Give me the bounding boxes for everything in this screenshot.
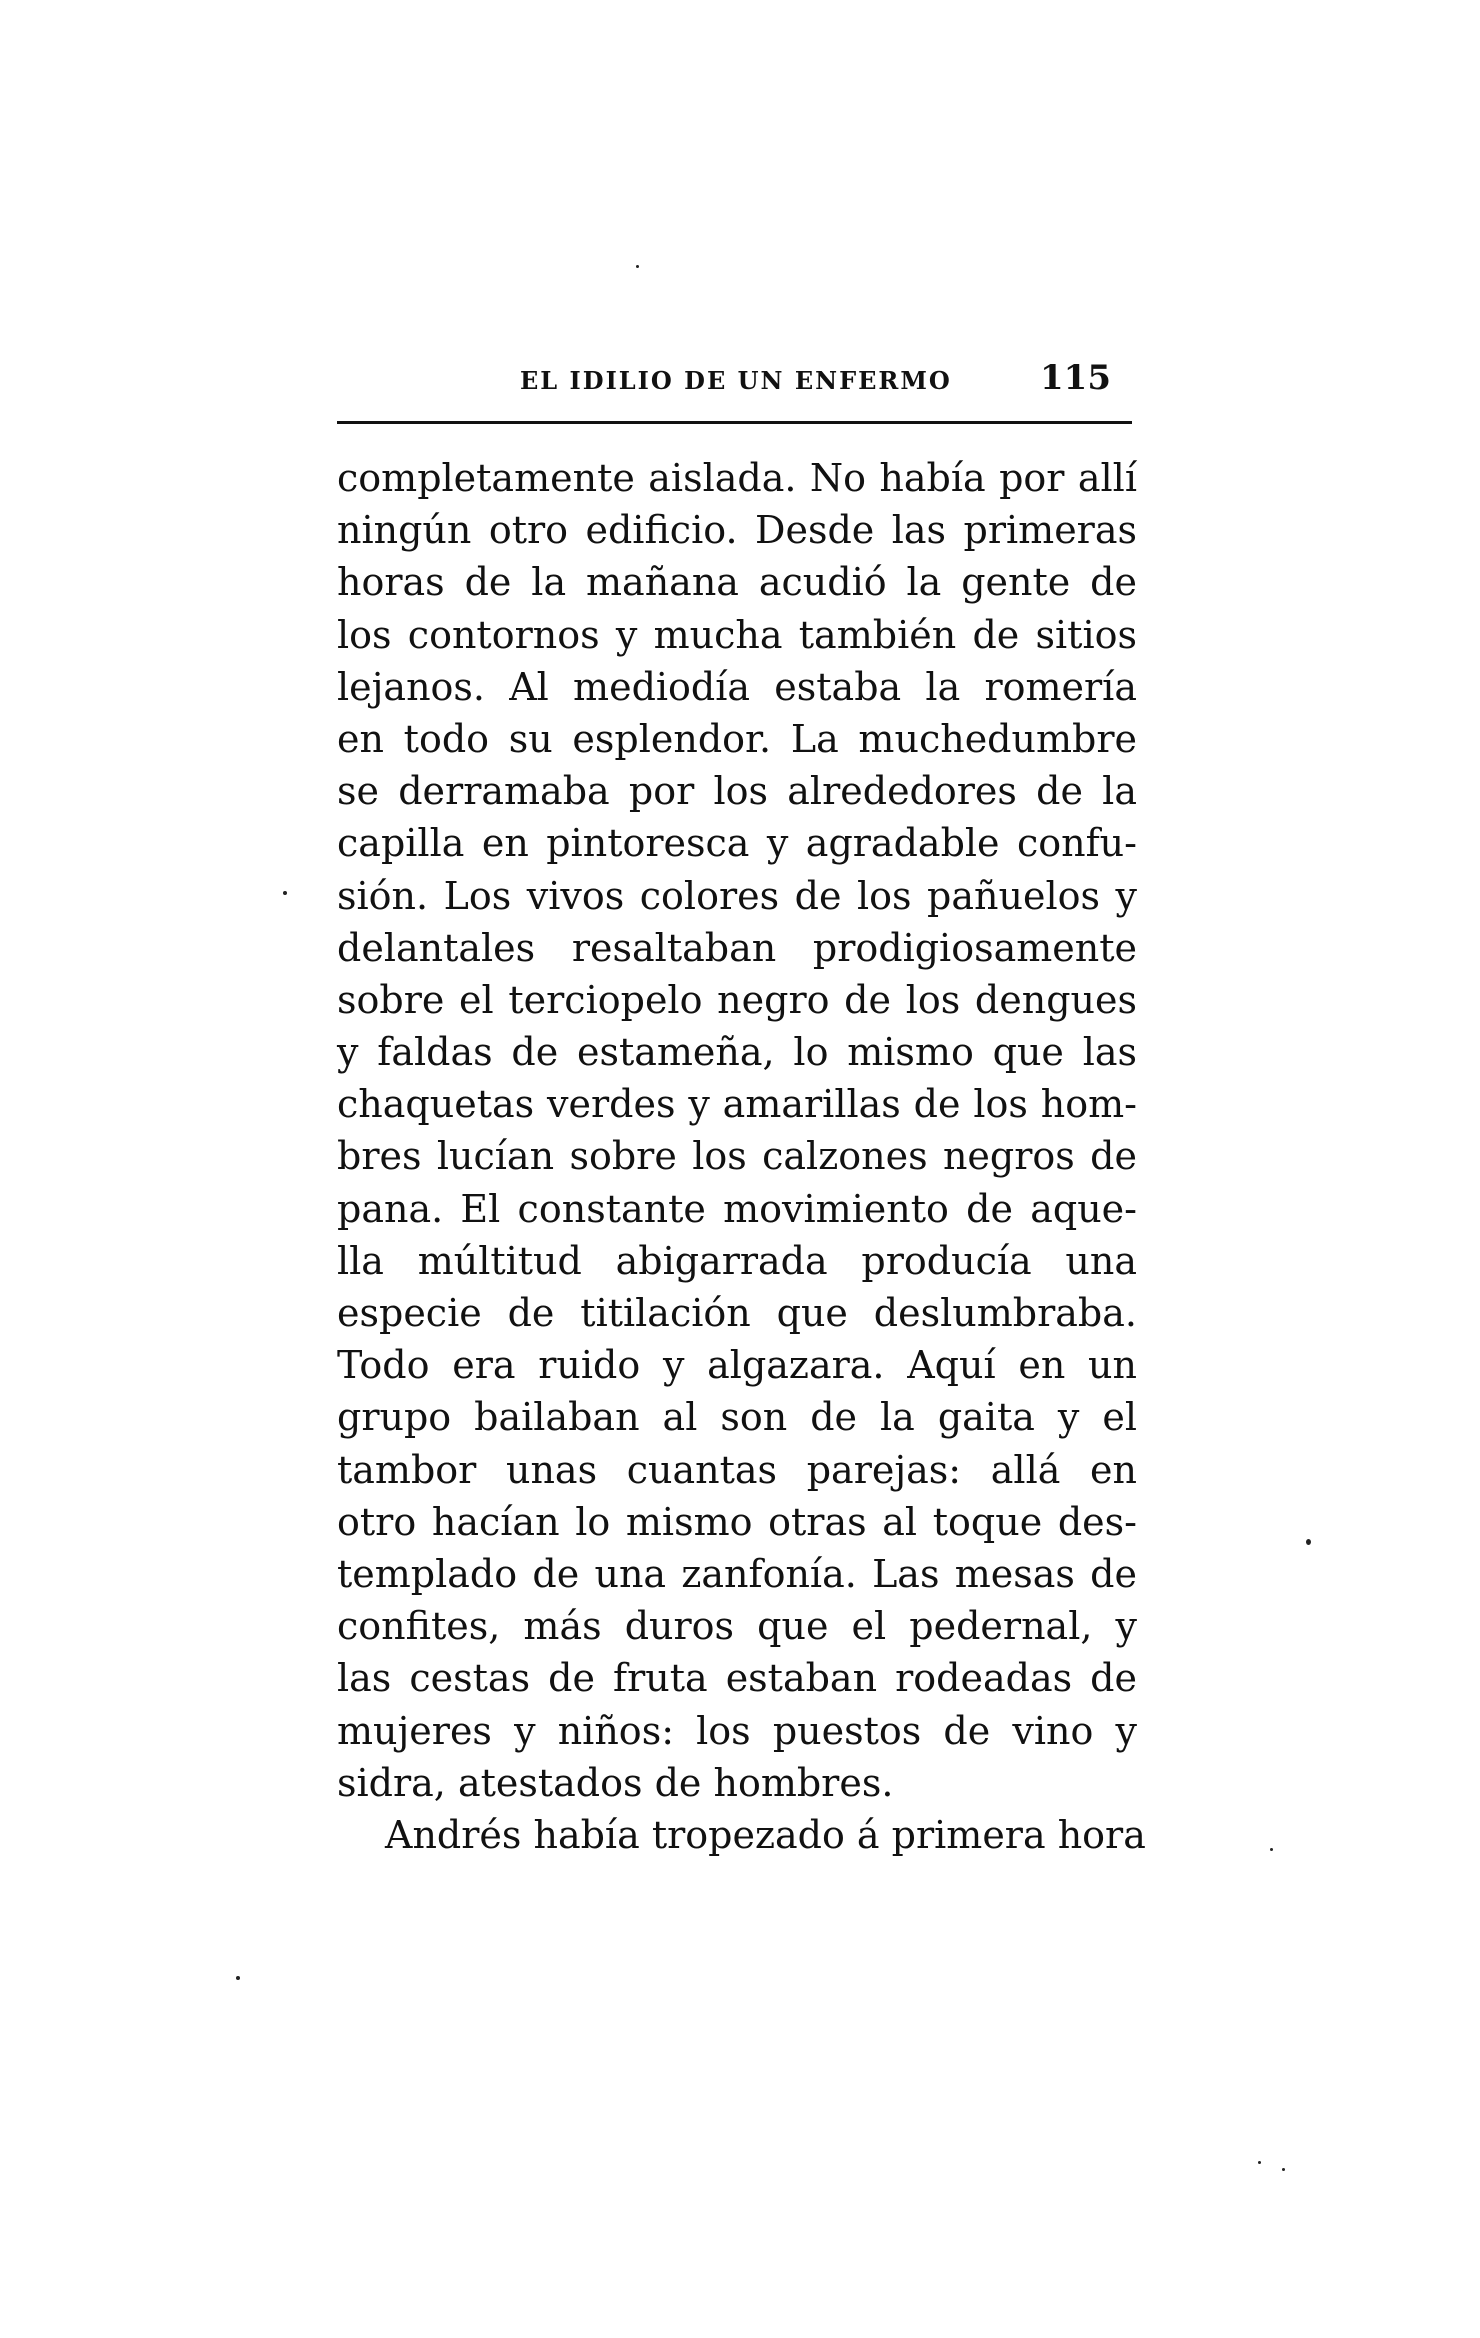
text-line: sión. Los vivos colores de los pañuelos y	[337, 873, 1137, 918]
scan-speck	[283, 891, 287, 895]
scan-speck	[1282, 2168, 1285, 2171]
page-number: 115	[1040, 358, 1111, 398]
text-line: pana. El constante movimiento de aque-	[337, 1186, 1137, 1231]
header-rule	[337, 421, 1132, 424]
text-line: completamente aislada. No había por allí	[337, 456, 1137, 500]
text-line: bres lucían sobre los calzones negros de	[337, 1134, 1137, 1179]
text-line: horas de la mañana acudió la gente de	[337, 560, 1137, 605]
scan-speck	[636, 265, 639, 268]
text-line: templado de una zanfonía. Las mesas de	[337, 1551, 1137, 1596]
text-line: especie de titilación que deslumbraba.	[337, 1291, 1137, 1335]
scan-speck	[236, 1976, 240, 1980]
running-header	[340, 358, 1140, 398]
paragraph-start-line: Andrés había tropezado á primera hora	[385, 1812, 1146, 1857]
scan-speck	[1258, 2161, 1261, 2164]
text-line: y faldas de estameña, lo mismo que las	[337, 1030, 1137, 1075]
body-text	[337, 452, 1146, 1861]
text-line: delantales resaltaban prodigiosamente	[337, 925, 1137, 970]
text-line: las cestas de fruta estaban rodeadas de	[337, 1656, 1137, 1701]
text-line: los contornos y mucha también de sitios	[337, 612, 1137, 657]
text-line: confites, más duros que el pedernal, y	[337, 1604, 1137, 1649]
scan-speck	[1306, 1539, 1311, 1545]
text-line: se derramaba por los alrededores de la	[337, 769, 1137, 814]
text-line: ningún otro edificio. Desde las primeras	[337, 508, 1137, 553]
paragraph-end-line: sidra, atestados de hombres.	[337, 1760, 894, 1805]
running-title: EL IDILIO DE UN ENFERMO	[520, 366, 952, 395]
text-line: otro hacían lo mismo otras al toque des-	[337, 1499, 1137, 1544]
text-line: grupo bailaban al son de la gaita y el	[337, 1395, 1137, 1440]
text-line: tambor unas cuantas parejas: allá en	[337, 1447, 1137, 1492]
text-line: lla múltitud abigarrada producía una	[337, 1238, 1137, 1283]
text-line: mujeres y niños: los puestos de vino y	[337, 1708, 1137, 1753]
text-line: lejanos. Al mediodía estaba la romería	[337, 664, 1137, 709]
text-line: capilla en pintoresca y agradable confu-	[337, 821, 1137, 866]
text-line: en todo su esplendor. La muchedumbre	[337, 716, 1137, 761]
text-line: chaquetas verdes y amarillas de los hom-	[337, 1082, 1137, 1127]
scan-speck	[1270, 1848, 1273, 1851]
text-line: sobre el terciopelo negro de los dengues	[337, 977, 1137, 1022]
text-line: Todo era ruido y algazara. Aquí en un	[337, 1343, 1137, 1388]
